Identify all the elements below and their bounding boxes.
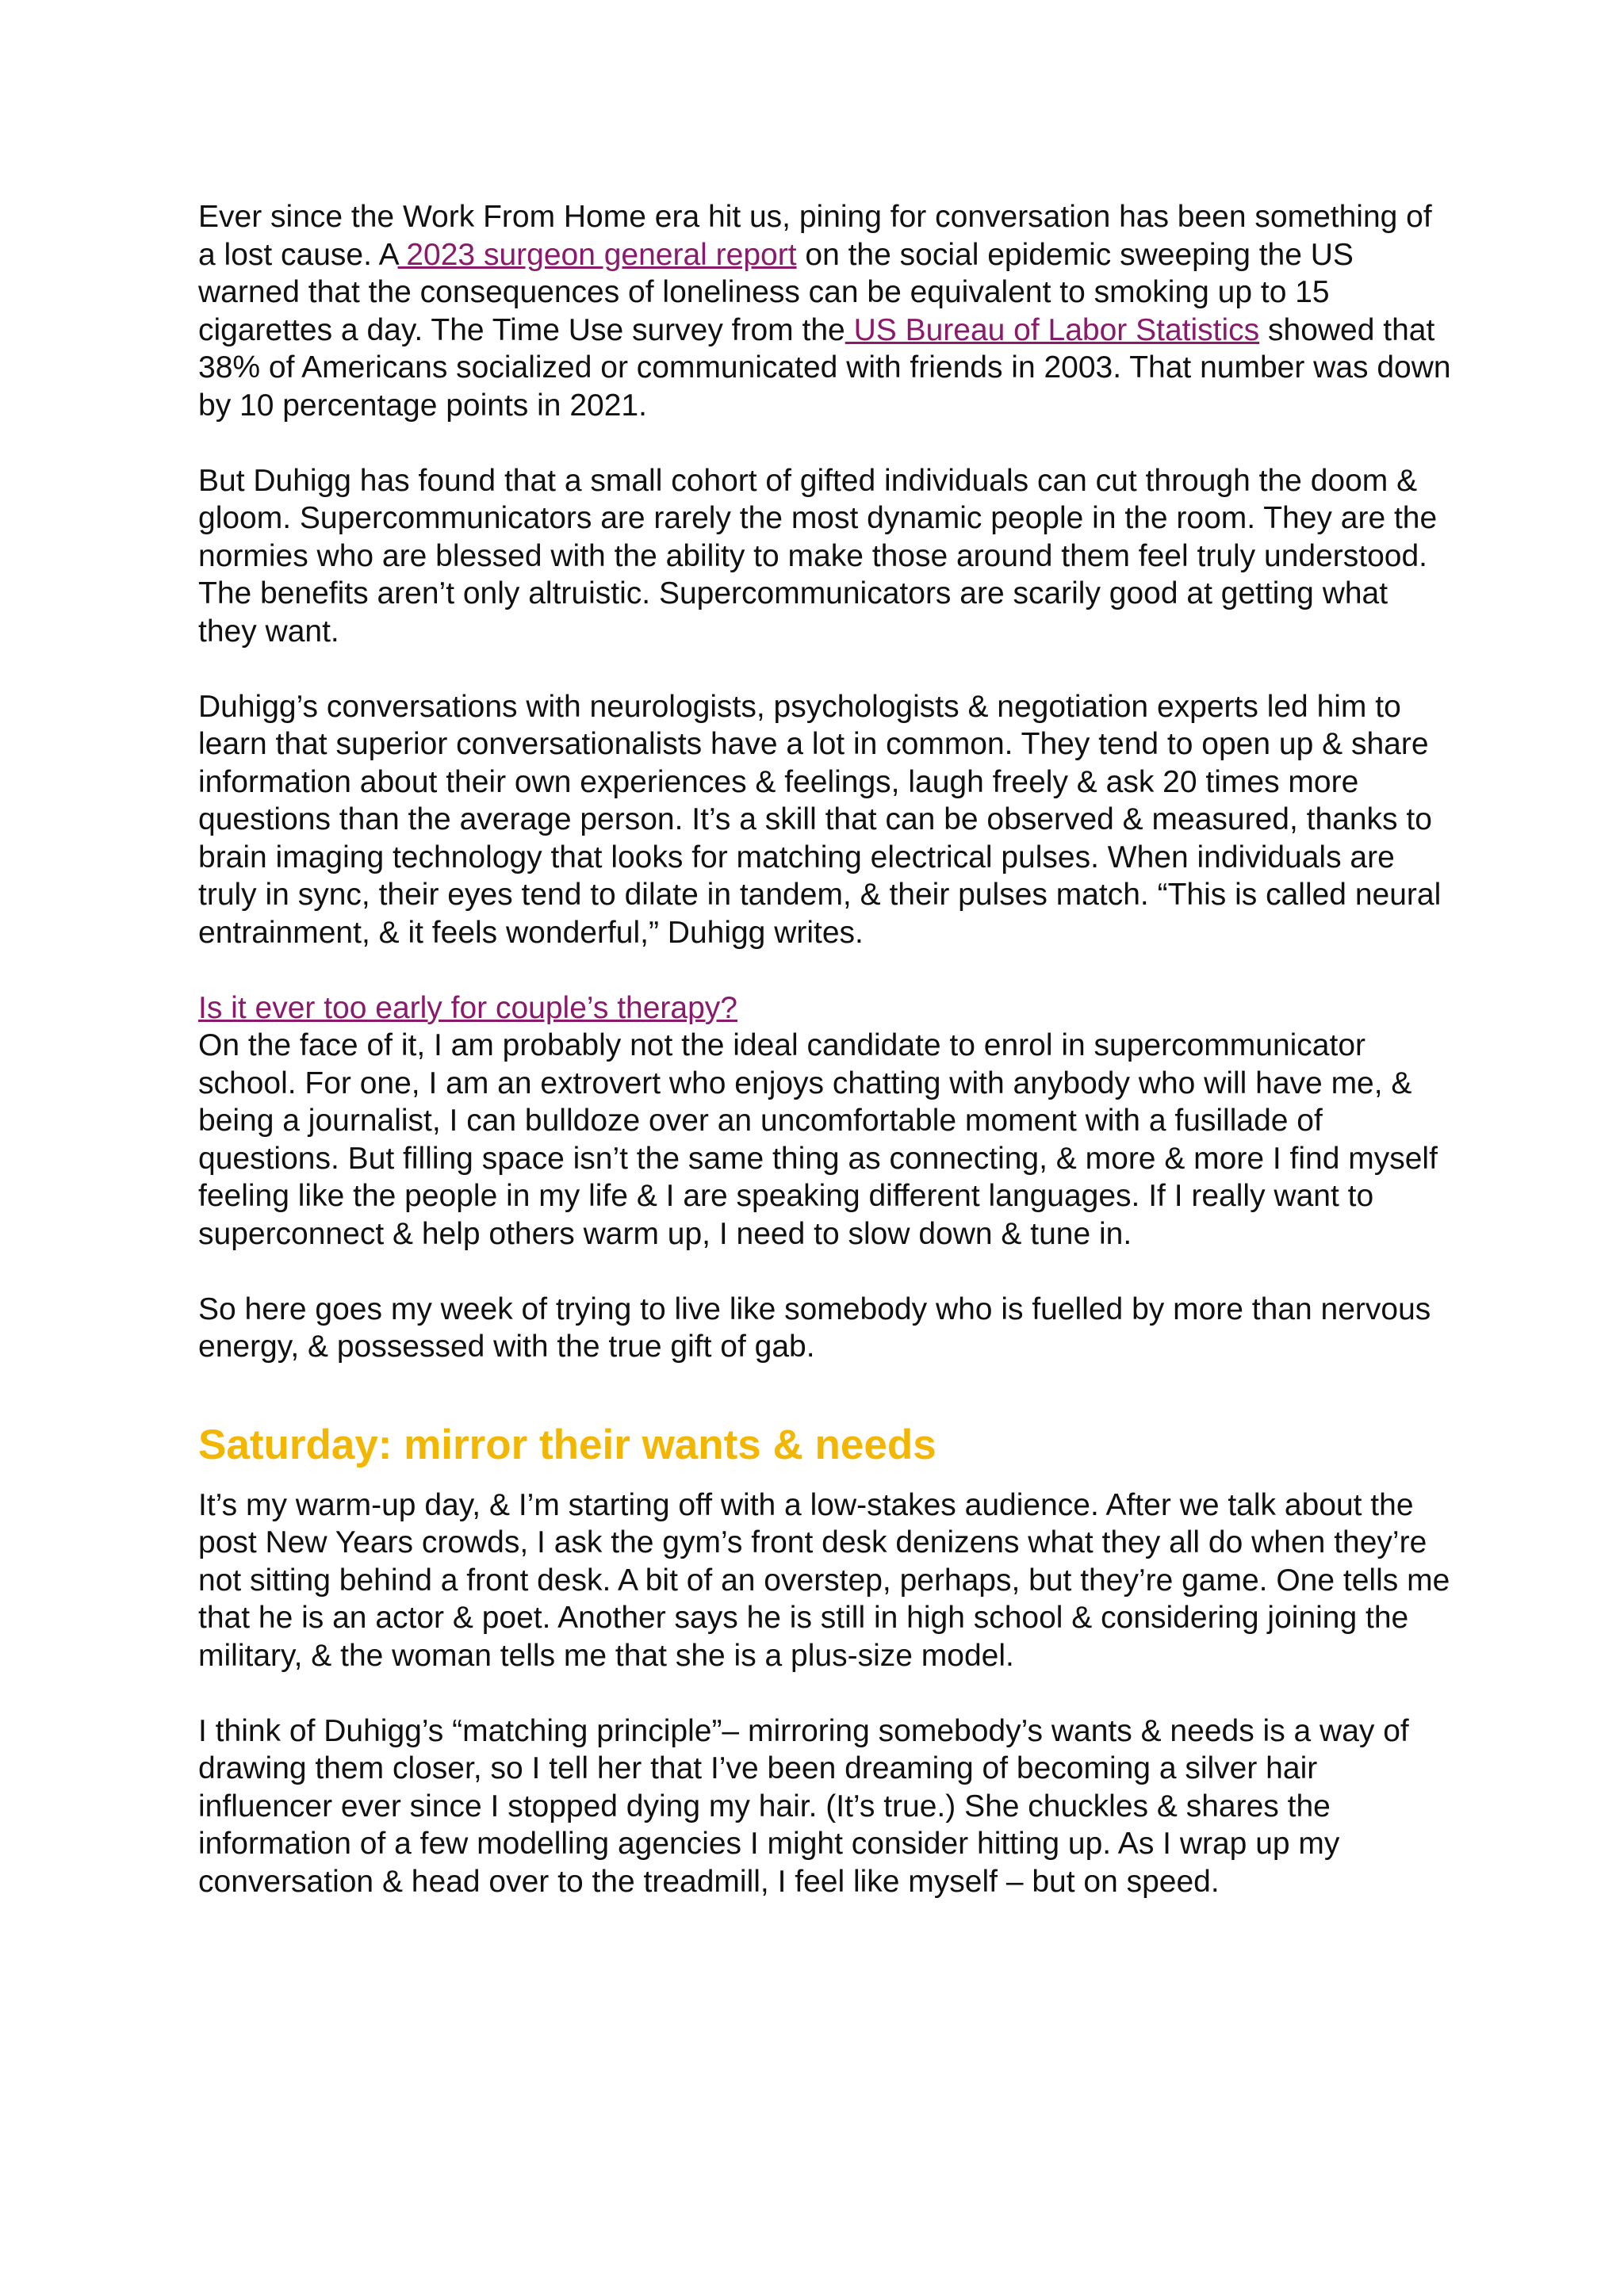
paragraph-candidate: On the face of it, I am probably not the ideal candidate to enrol in supercommunicator school. For one, I am an extrovert who enjoys chatting with anybody who will have me, & being a journalist, I can bulldoze over an uncomfortable moment with a fusillade of questions. But filling space isn’t the same thing as connecting, & more & more I find myself feeling like the people in my life & I are speaking different languages. If I really want to superconnect & help others warm up, I need to slow down & tune in. [198,1028,1438,1251]
surgeon-general-report-link[interactable]: 2023 surgeon general report [397,237,797,272]
paragraph-supercommunicators: But Duhigg has found that a small cohort of gifted individuals can cut through the doom & gloom. Supercommunicators are rarely the most dynamic people in the room. They are the normies who are blessed with the ability to make those around them feel truly understood. The benefits aren’t only altruistic. Supercommunicators are scarily good at getting what they want. [198,463,1438,649]
paragraph-text: on the social epidemic sweeping the US warned that the consequences of loneliness can be equivalent to smoking up to 15 cigarettes a day. The Time Use survey from the [198,237,1354,347]
paragraph-intro [198,198,1451,424]
document-page [198,198,1451,1938]
paragraph-text: showed that 38% of Americans socialized or communicated with friends in 2003. That number was down by 10 percentage points in 2021. [198,312,1451,423]
section-heading-saturday: Saturday: mirror their wants & needs [198,1421,936,1468]
paragraph-text: Ever since the Work From Home era hit us, pining for conversation has been something of a lost cause. A [198,200,1432,272]
paragraph-week: So here goes my week of trying to live like somebody who is fuelled by more than nervous energy, & possessed with the true gift of gab. [198,1292,1431,1364]
paragraph-conversations: Duhigg’s conversations with neurologists, psychologists & negotiation experts led him to learn that superior conversationalists have a lot in common. They tend to open up & share information about their own experiences & feelings, laugh freely & ask 20 times more questions than the average person. It’s a skill that can be observed & measured, thanks to brain imaging technology that looks for matching electrical pulses. When individuals are truly in sync, their eyes tend to dilate in tandem, & their pulses match. “This is called neural entrainment, & it feels wonderful,” Duhigg writes. [198,689,1442,950]
paragraph-warmup: It’s my warm-up day, & I’m starting off with a low-stakes audience. After we talk about the post New Years crowds, I ask the gym’s front desk denizens what they all do when they’re not sitting behind a front desk. A bit of an overstep, perhaps, but they’re game. One tells me that he is an actor & poet. Another says he is still in high school & considering joining the military, & the woman tells me that she is a plus-size model. [198,1487,1450,1673]
couples-therapy-link[interactable]: Is it ever too early for couple’s therapy? [198,990,737,1025]
bureau-labor-statistics-link[interactable]: US Bureau of Labor Statistics [845,312,1260,347]
related-link-line [198,989,1451,1027]
paragraph-matching-principle: I think of Duhigg’s “matching principle”– mirroring somebody’s wants & needs is a way of drawing them closer, so I tell her that I’ve been dreaming of becoming a silver hair influencer ever since I stopped dying my hair. (It’s true.) She chuckles & shares the information of a few modelling agencies I might consider hitting up. As I wrap up my conversation & head over to the treadmill, I feel like myself – but on speed. [198,1713,1409,1899]
